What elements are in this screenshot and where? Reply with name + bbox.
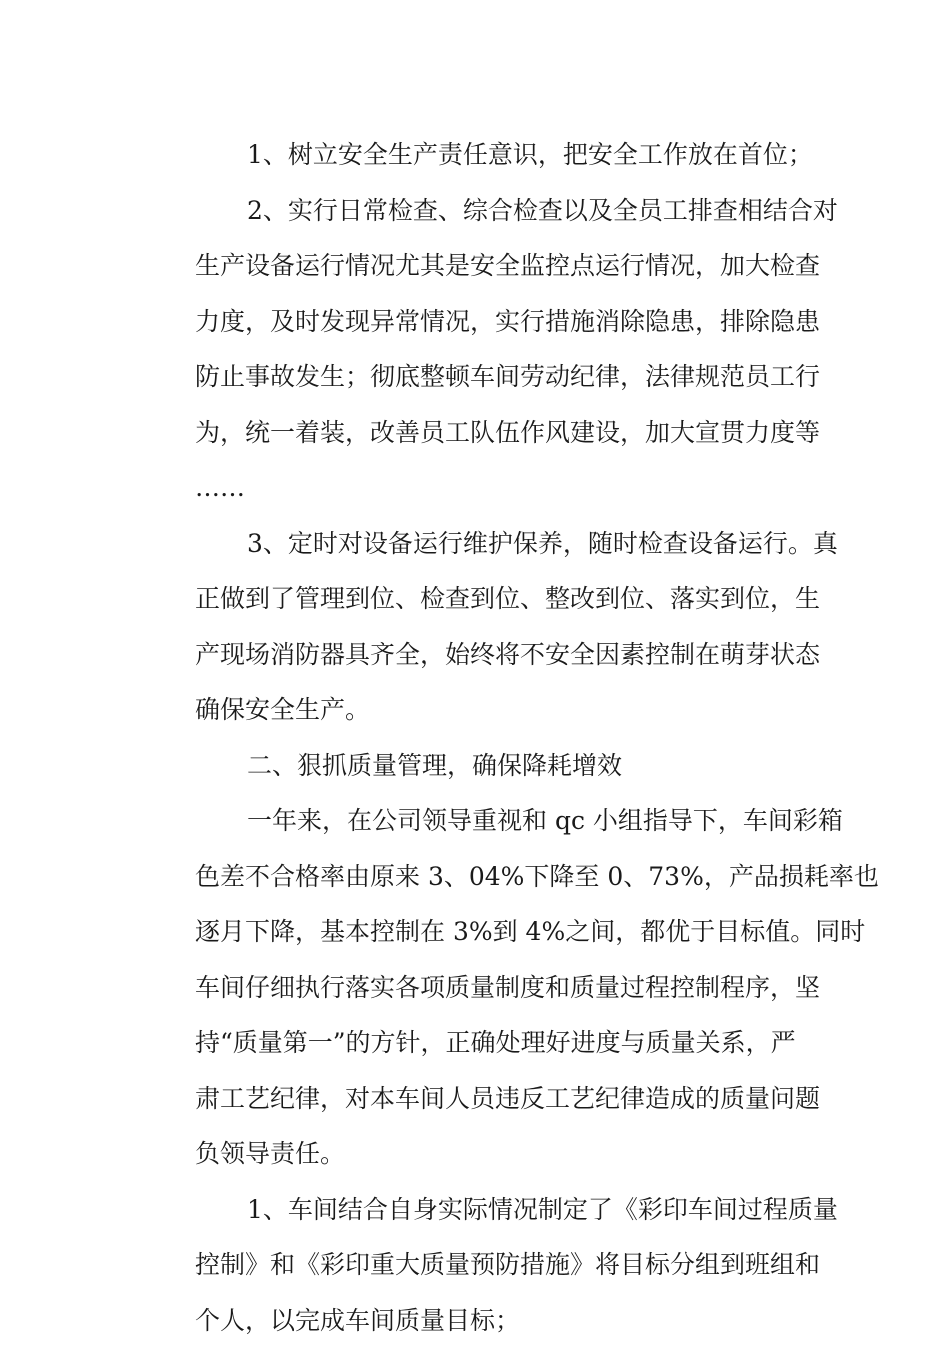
text-line: …… [145, 460, 807, 516]
text-line: 2、实行日常检查、综合检查以及全员工排查相结合对 [145, 183, 807, 239]
text-line: 为，统一着装，改善员工队伍作风建设，加大宣贯力度等 [145, 405, 807, 461]
text-line: 正做到了管理到位、检查到位、整改到位、落实到位，生 [145, 571, 807, 627]
text-line: 肃工艺纪律，对本车间人员违反工艺纪律造成的质量问题 [145, 1071, 807, 1127]
text-line: 持“质量第一”的方针，正确处理好进度与质量关系，严 [145, 1015, 807, 1071]
text-line: 车间仔细执行落实各项质量制度和质量过程控制程序，坚 [145, 960, 807, 1016]
text-line: 1、车间结合自身实际情况制定了《彩印车间过程质量 [145, 1182, 807, 1238]
text-line: 控制》和《彩印重大质量预防措施》将目标分组到班组和 [145, 1237, 807, 1293]
text-line: 二、狠抓质量管理，确保降耗增效 [145, 738, 807, 794]
section-heading-quality [145, 738, 807, 794]
document-body [145, 127, 807, 1348]
text-line: 3、定时对设备运行维护保养，随时检查设备运行。真 [145, 516, 807, 572]
text-line: 防止事故发生；彻底整顿车间劳动纪律，法律规范员工行 [145, 349, 807, 405]
text-line: 色差不合格率由原来 3、04%下降至 0、73%，产品损耗率也 [145, 849, 807, 905]
text-line: 个人，以完成车间质量目标； [145, 1293, 807, 1348]
text-line: 确保安全生产。 [145, 682, 807, 738]
text-line: 力度，及时发现异常情况，实行措施消除隐患，排除隐患 [145, 294, 807, 350]
text-line: 1、树立安全生产责任意识，把安全工作放在首位； [145, 127, 807, 183]
paragraph-quality-results [145, 793, 807, 1182]
text-line: 产现场消防器具齐全，始终将不安全因素控制在萌芽状态 [145, 627, 807, 683]
paragraph-quality-control-plan [145, 1182, 807, 1348]
text-line: 一年来，在公司领导重视和 qc 小组指导下，车间彩箱 [145, 793, 807, 849]
paragraph-maintenance [145, 516, 807, 738]
text-line: 生产设备运行情况尤其是安全监控点运行情况，加大检查 [145, 238, 807, 294]
paragraph-inspection [145, 183, 807, 516]
paragraph-safety-awareness [145, 127, 807, 183]
text-line: 负领导责任。 [145, 1126, 807, 1182]
text-line: 逐月下降，基本控制在 3%到 4%之间，都优于目标值。同时 [145, 904, 807, 960]
